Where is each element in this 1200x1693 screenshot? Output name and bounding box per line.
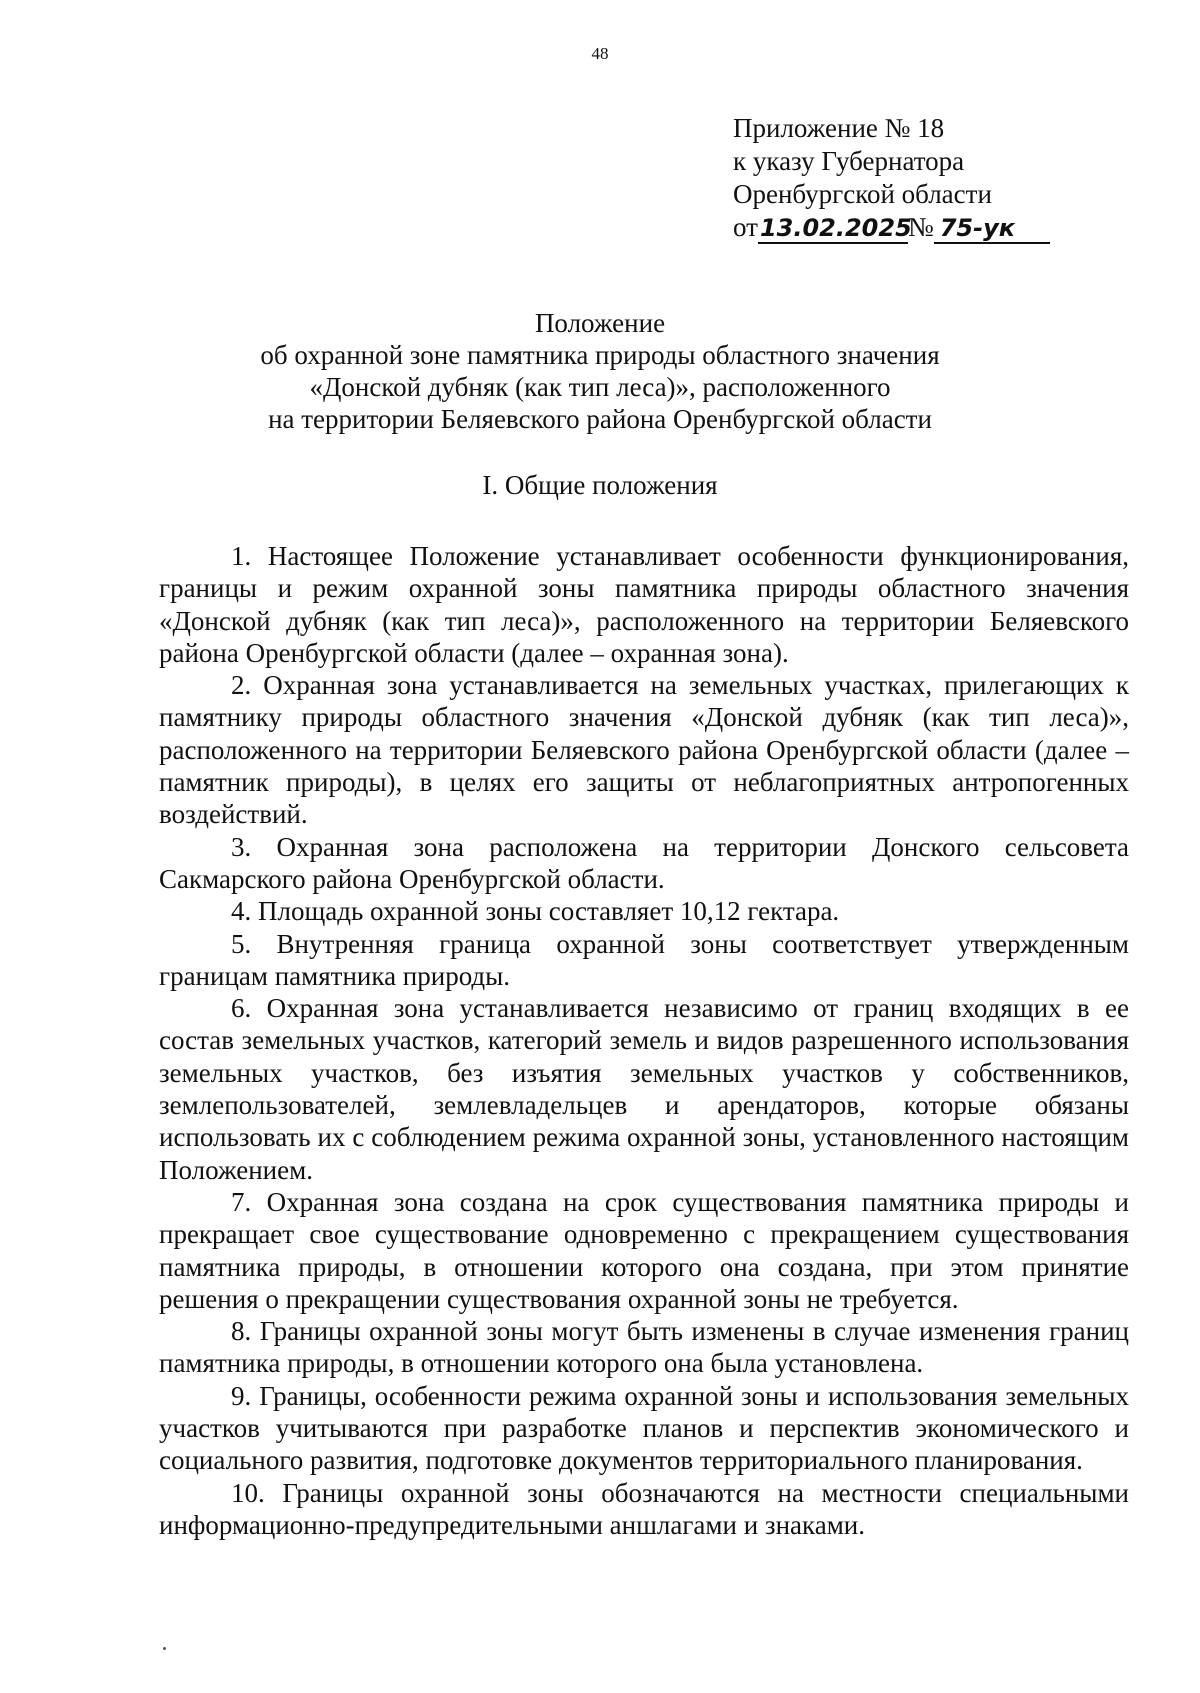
paragraph: 3. Охранная зона расположена на территории Донского сельсовета Сакмарского района Оренбургской области.	[159, 831, 1129, 894]
title-line: Положение	[534, 308, 666, 338]
date-prefix: от	[733, 212, 758, 242]
scan-speck	[163, 1647, 166, 1650]
appendix-region: Оренбургской области	[733, 179, 992, 209]
appendix-number: Приложение № 18	[733, 113, 945, 143]
title-line: «Донской дубняк (как тип леса)», расположенного	[309, 372, 891, 402]
title-line: на территории Беляевского района Оренбургской области	[268, 404, 932, 434]
title-line: об охранной зоне памятника природы областного значения	[260, 340, 940, 370]
paragraph: 10. Границы охранной зоны обозначаются на местности специальными информационно-предупредительными аншлагами и знаками.	[159, 1477, 1129, 1540]
paragraph: 2. Охранная зона устанавливается на земельных участках, прилегающих к памятнику природы областного значения «Донской дубняк (как тип леса)», расположенного на территории Беляевского района Оренбургской области (далее – памятник природы), в целях его защиты от неблагоприятных антропогенных воздействий.	[159, 670, 1129, 830]
paragraph: 4. Площадь охранной зоны составляет 10,12 гектара.	[231, 896, 840, 927]
section-heading: I. Общие положения	[482, 470, 718, 500]
document-title	[0, 307, 1200, 435]
appendix-date-line	[733, 211, 1050, 244]
appendix-block	[733, 112, 1050, 244]
handwritten-date: 13.02.2025	[759, 214, 912, 242]
document-body	[159, 540, 1129, 1541]
number-label: №	[907, 212, 934, 242]
paragraph: 9. Границы, особенности режима охранной зоны и использования земельных участков учитываются при разработке планов и перспектив экономического и социального развития, подготовке документов территориального планирования.	[159, 1380, 1129, 1476]
handwritten-number: 75-ук	[934, 214, 1050, 244]
page-number: 48	[591, 44, 609, 63]
paragraph: 5. Внутренняя граница охранной зоны соответствует утвержденным границам памятника природы.	[159, 928, 1129, 991]
paragraph: 6. Охранная зона устанавливается независимо от границ входящих в ее состав земельных участков, категорий земель и видов разрешенного использования земельных участков, без изъятия земельных участков у собственников, землепользователей, землевладельцев и арендаторов, которые обязаны использовать их с соблюдением режима охранной зоны, установленного настоящим Положением.	[159, 993, 1129, 1185]
paragraph: 7. Охранная зона создана на срок существования памятника природы и прекращает свое существование одновременно с прекращением существования памятника природы, в отношении которого она создана, при этом принятие решения о прекращении существования охранной зоны не требуется.	[159, 1186, 1129, 1314]
paragraph: 1. Настоящее Положение устанавливает особенности функционирования, границы и режим охранной зоны памятника природы областного значения «Донской дубняк (как тип леса)», расположенного на территории Беляевского района Оренбургской области (далее – охранная зона).	[159, 541, 1129, 668]
appendix-decree-ref: к указу Губернатора	[733, 146, 965, 176]
paragraph: 8. Границы охранной зоны могут быть изменены в случае изменения границ памятника природы, в отношении которого она была установлена.	[159, 1316, 1129, 1379]
